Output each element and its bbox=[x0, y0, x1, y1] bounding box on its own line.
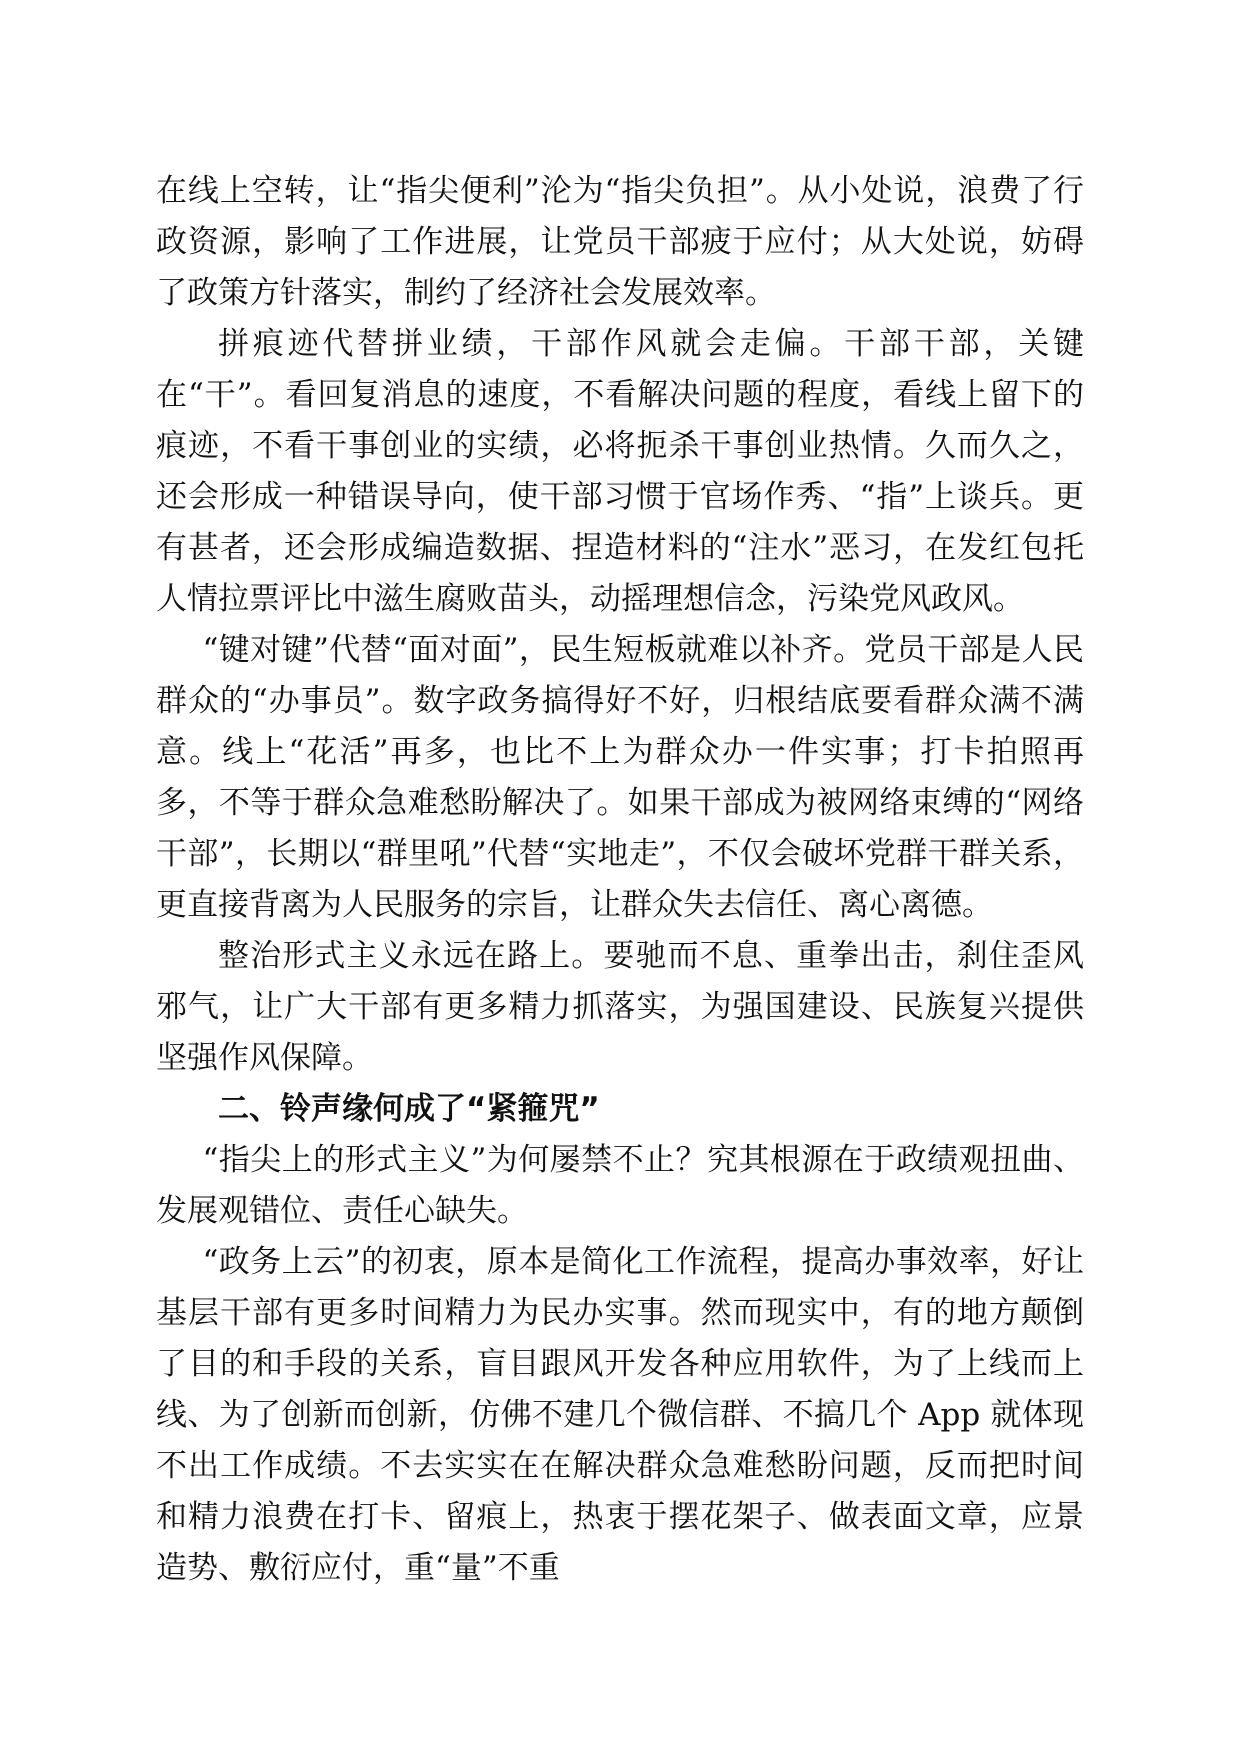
paragraph-3: “键对键”代替“面对面”，民生短板就难以补齐。党员干部是人民群众的“办事员”。数字政务搞得好不好，归根结底要看群众满不满意。线上“花活”再多，也比不上为群众办一件实事；打卡拍照再多，不等于群众急难愁盼解决了。如果干部成为被网络束缚的“网络干部”，长期以“群里吼”代替“实地走”，不仅会破坏党群干群关系，更直接背离为人民服务的宗旨，让群众失去信任、离心离德。 bbox=[156, 632, 1084, 923]
document-page bbox=[156, 166, 1084, 1594]
paragraph-1: 在线上空转，让“指尖便利”沦为“指尖负担”。从小处说，浪费了行政资源，影响了工作进展，让党员干部疲于应付；从大处说，妨碍了政策方针落实，制约了经济社会发展效率。 bbox=[156, 173, 1084, 311]
paragraph-4: 整治形式主义永远在路上。要驰而不息、重拳出击，刹住歪风邪气，让广大干部有更多精力抓落实，为强国建设、民族复兴提供坚强作风保障。 bbox=[156, 938, 1084, 1076]
paragraph-6: “政务上云”的初衷，原本是简化工作流程，提高办事效率，好让基层干部有更多时间精力为民办实事。然而现实中，有的地方颠倒了目的和手段的关系，盲目跟风开发各种应用软件，为了上线而上线、为了创新而创新，仿佛不建几个微信群、不搞几个 App 就体现不出工作成绩。不去实实在在解决群众急难愁盼问题，反而把时间和精力浪费在打卡、留痕上，热衷于摆花架子、做表面文章，应景造势、敷衍应付，重“量”不重 bbox=[156, 1244, 1084, 1586]
paragraph-2: 拼痕迹代替拼业绩，干部作风就会走偏。干部干部，关键在“干”。看回复消息的速度，不看解决问题的程度，看线上留下的痕迹，不看干事创业的实绩，必将扼杀干事创业热情。久而久之，还会形成一种错误导向，使干部习惯于官场作秀、“指”上谈兵。更有甚者，还会形成编造数据、捏造材料的“注水”恶习，在发红包托人情拉票评比中滋生腐败苗头，动摇理想信念，污染党风政风。 bbox=[156, 326, 1084, 617]
paragraph-5: “指尖上的形式主义”为何屡禁不止？究其根源在于政绩观扭曲、发展观错位、责任心缺失。 bbox=[156, 1142, 1084, 1229]
section-heading: 二、铃声缘何成了“紧箍咒” bbox=[218, 1091, 600, 1127]
